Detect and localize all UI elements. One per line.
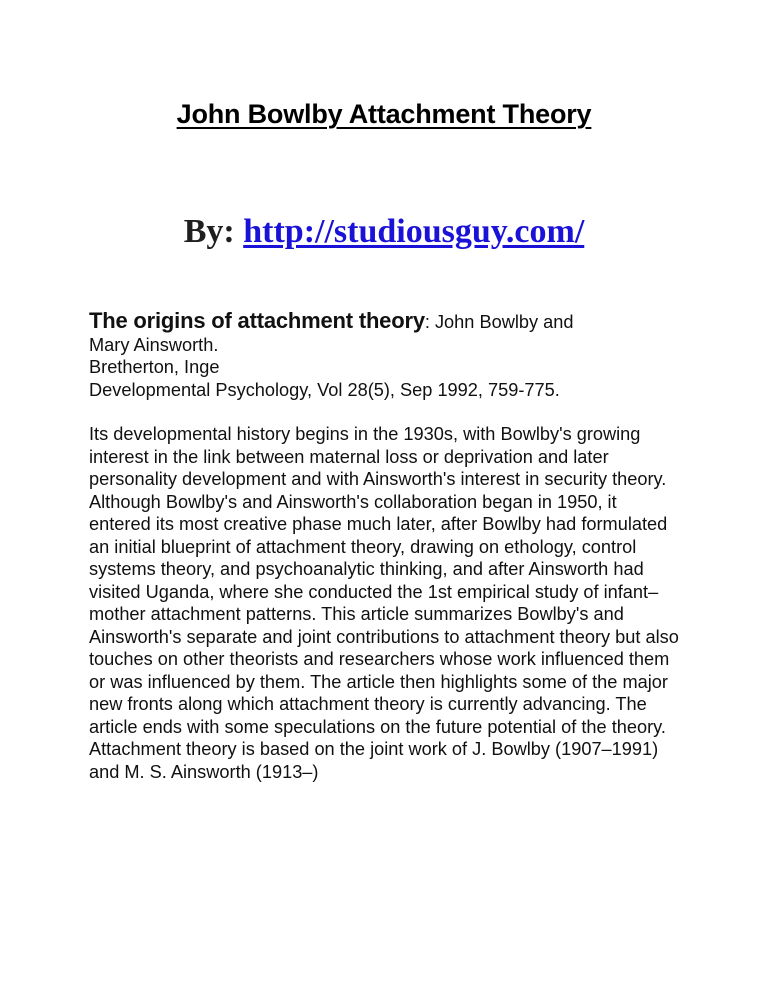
reference-heading-suffix: : John Bowlby and: [424, 312, 574, 332]
reference-heading-line: [89, 310, 689, 334]
page-title: [0, 97, 768, 131]
closing-paragraph: Attachment theory is based on the joint work of J. Bowlby (1907–1991) and M. S. Ainsworth (1913–): [89, 739, 659, 782]
paragraph-spacer: [89, 401, 689, 423]
reference-heading: The origins of attachment theory: [89, 308, 425, 333]
byline: [0, 212, 768, 252]
reference-line-2: Mary Ainsworth.: [89, 334, 219, 355]
reference-citation: Developmental Psychology, Vol 28(5), Sep 1992, 759-775.: [89, 379, 560, 400]
source-link[interactable]: http://studiousguy.com/: [243, 213, 585, 250]
title-text: John Bowlby Attachment Theory: [176, 99, 592, 129]
reference-authors: Bretherton, Inge: [89, 357, 220, 377]
body-content: [89, 310, 689, 783]
abstract-paragraph: Its developmental history begins in the 1930s, with Bowlby's growing interest in the link between maternal loss or deprivation and later personality development and with Ainsworth's interest in security theory. Although Bowlby's and Ainsworth's collaboration began in 1950, it entered its most creative phase much later, after Bowlby had formulated an initial blueprint of attachment theory, drawing on ethology, control systems theory, and psychoanalytic thinking, and after Ainsworth had visited Uganda, where she conducted the 1st empirical study of infant–mother attachment patterns. This article summarizes Bowlby's and Ainsworth's separate and joint contributions to attachment theory but also touches on other theorists and researchers whose work influenced them or was influenced by them. The article then highlights some of the major new fronts along which attachment theory is currently advancing. The article ends with some speculations on the future potential of the theory.: [89, 424, 679, 737]
byline-label: By:: [183, 213, 235, 250]
